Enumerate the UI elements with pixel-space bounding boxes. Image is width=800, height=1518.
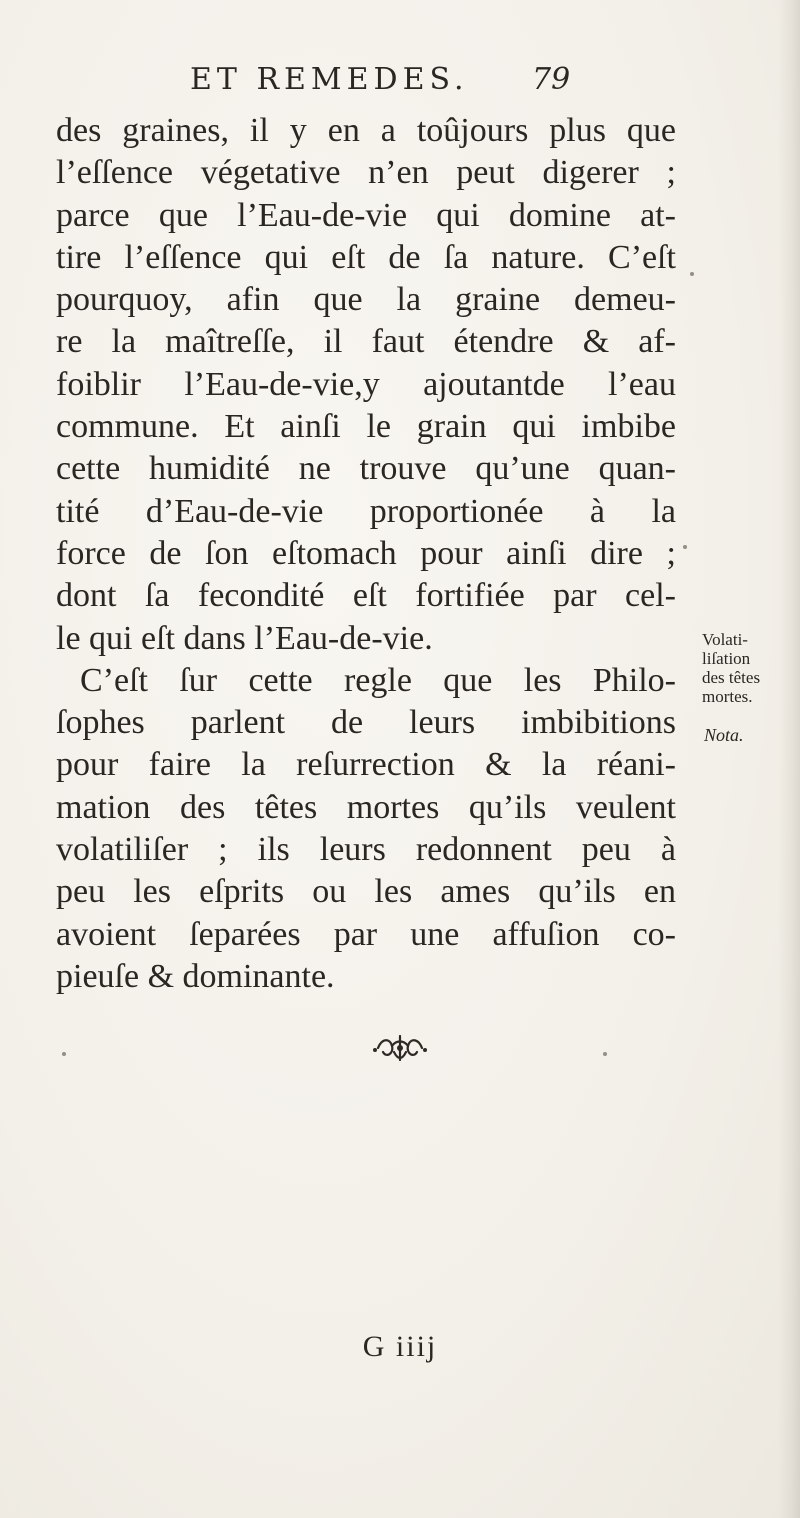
text-line: re la maîtreſſe, il faut étendre & af- [56,323,676,361]
text-line: tité d’Eau-de-vie proportionée à la [56,492,676,530]
margin-note: des têtes [702,668,761,687]
ink-speck [62,1052,66,1056]
text-line: parce que l’Eau-de-vie qui domine at- [56,196,676,234]
text-line: des graines, il y en a toûjours plus que [56,112,676,149]
text-line: volatiliſer ; ils leurs redonnent peu à [56,831,676,869]
text-line: pour faire la reſurrection & la réani- [56,746,676,784]
ink-speck [683,545,687,549]
text-line: ſophes parlent de leurs imbibitions [56,704,676,742]
text-line: pourquoy, afin que la graine demeu- [56,281,676,319]
text-line: mation des têtes mortes qu’ils veulent [56,788,676,826]
text-line: le qui eſt dans l’Eau-de-vie. [56,619,433,657]
running-title: ET REMEDES. [190,62,469,97]
text-line: commune. Et ainſi le grain qui imbibe [56,408,676,446]
ink-speck [690,272,694,276]
body-text [56,110,676,998]
printer-ornament-svg [370,1030,430,1066]
text-line: l’eſſence végetative n’en peut digerer ; [56,154,676,192]
page-header [0,62,800,102]
margin-note: mortes. [702,687,753,706]
text-line: tire l’eſſence qui eſt de ſa nature. C’eſt [56,238,676,276]
text-line: foiblir l’Eau-de-vie,y ajoutantde l’eau [56,365,676,403]
text-line: C’eſt ſur cette regle que les Philo- [80,661,676,699]
margin-notes [702,630,792,745]
page-edge-shadow [778,0,800,1518]
page-number: 79 [532,62,571,97]
ink-speck [603,1052,607,1056]
text-line: pieuſe & dominante. [56,957,335,995]
text-line: force de ſon eſtomach pour ainſi dire ; [56,534,676,572]
signature-mark: G iiij [362,1330,438,1363]
text-line: cette humidité ne trouve qu’une quan- [56,450,676,488]
margin-note: Volati- [702,630,748,649]
text-line: avoient ſeparées par une affuſion co- [56,915,676,953]
margin-note-nota: Nota. [704,725,744,745]
printer-ornament-icon [370,1030,430,1066]
text-line: peu les eſprits ou les ames qu’ils en [56,873,676,911]
margin-note: liſation [702,649,751,668]
text-line: dont ſa fecondité eſt fortifiée par cel- [56,577,676,615]
